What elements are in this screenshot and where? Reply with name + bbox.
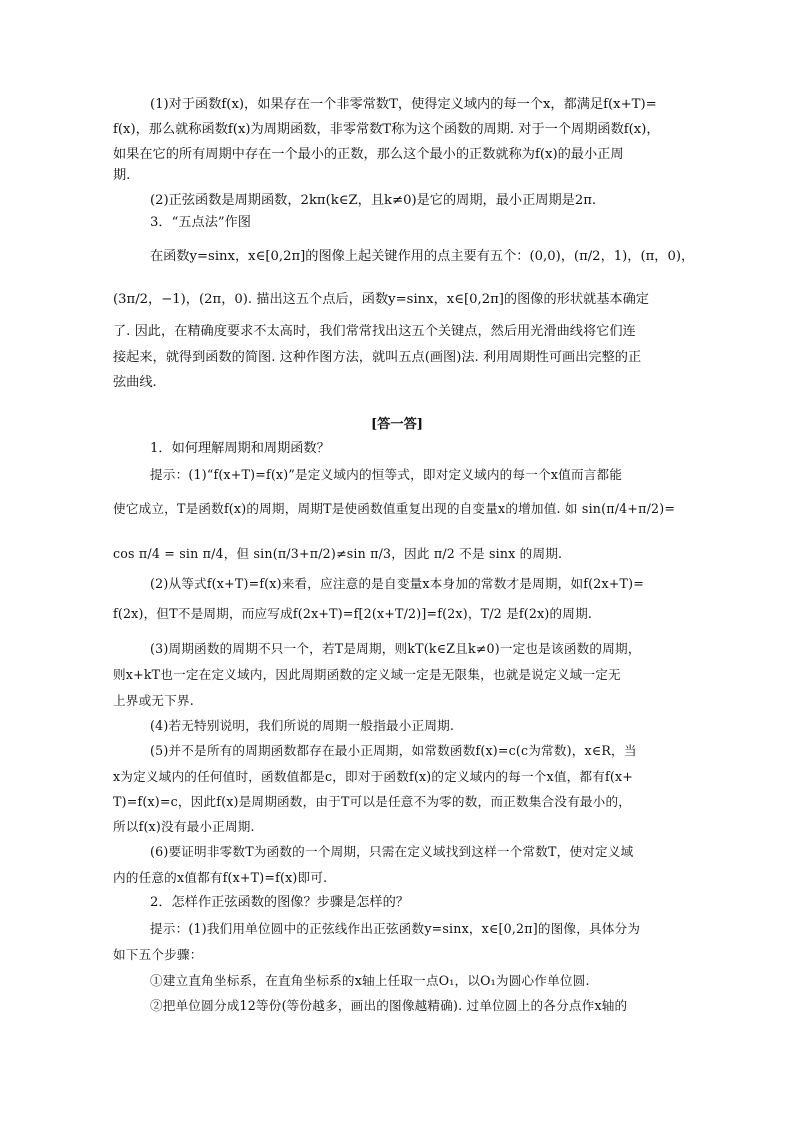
- definitions-line-11: 弦曲线.: [113, 375, 157, 390]
- qa-line-2: 提示：(1)“f(x+T)=f(x)”是定义域内的恒等式，即对定义域内的每一个x值而言都能: [150, 467, 623, 482]
- qa-line-13: T)=f(x)=c，因此f(x)是周期函数，由于T可以是任意不为零的数，而正数集合没有最小的，: [113, 794, 632, 809]
- qa-line-21: ②把单位圆分成12等份(等份越多，画出的图像越精确). 过单位圆上的各分点作x轴的: [150, 998, 628, 1013]
- qa-line-8: 则x+kT也一定在定义域内，因此周期函数的定义域一定是无限集，也就是说定义域一定无: [113, 667, 621, 682]
- qa-line-20: ①建立直角坐标系，在直角坐标系的x轴上任取一点O₁，以O₁为圆心作单位圆.: [150, 973, 590, 988]
- qa-line-17: 2．怎样作正弦函数的图像？步骤是怎样的？: [150, 895, 409, 910]
- qa-line-12: x为定义域内的任何值时，函数值都是c，即对于函数f(x)的定义域内的每一个x值，都有f(x+: [113, 769, 634, 784]
- definitions-line-2: f(x)，那么就称函数f(x)为周期函数，非零常数T称为这个函数的周期. 对于一个周期函数f(x)，: [113, 122, 660, 137]
- definitions-line-10: 接起来，就得到函数的简图. 这种作图方法，就叫五点(画图)法. 利用周期性可画出完整的正: [113, 350, 642, 365]
- qa-line-1: 1．如何理解周期和周期函数？: [150, 441, 330, 456]
- qa-line-7: (3)周期函数的周期不只一个，若T是周期，则kT(k∈Z且k≠0)一定也是该函数的周期，: [150, 641, 641, 656]
- definitions-line-9: 了. 因此，在精确度要求不太高时，我们常常找出这五个关键点，然后用光滑曲线将它们连: [113, 324, 636, 339]
- qa-line-15: (6)要证明非零数T为函数的一个周期，只需在定义域找到这样一个常数T，使对定义域: [150, 844, 634, 859]
- qa-line-19: 如下五个步骤：: [113, 947, 203, 962]
- definitions-line-5: (2)正弦函数是周期函数，2kπ(k∈Z，且k≠0)是它的周期，最小正周期是2π.: [150, 193, 597, 208]
- qa-line-6: f(2x)，但T不是周期，而应写成f(2x+T)=f[2(x+T/2)]=f(2x)，T/2 是f(2x)的周期.: [113, 606, 593, 621]
- definitions-line-1: (1)对于函数f(x)，如果存在一个非零常数T，使得定义域内的每一个x，都满足f(x+T)=: [150, 97, 657, 112]
- qa-line-9: 上界或无下界.: [113, 693, 194, 708]
- qa-line-11: (5)并不是所有的周期函数都存在最小正周期，如常数函数f(x)=c(c为常数)，x∈R，当: [150, 743, 637, 758]
- qa-line-10: (4)若无特别说明，我们所说的周期一般指最小正周期.: [150, 718, 455, 733]
- qa-line-14: 所以f(x)没有最小正周期.: [113, 819, 255, 834]
- qa-heading: [答一答]: [370, 417, 424, 432]
- qa-line-18: 提示：(1)我们用单位圆中的正弦线作出正弦函数y=sinx，x∈[0,2π]的图像，具体分为: [150, 921, 641, 936]
- definitions-line-7: 在函数y=sinx，x∈[0,2π]的图像上起关键作用的点主要有五个：(0,0)，(π/2，1)，(π，0)，: [150, 249, 695, 264]
- qa-line-3: 使它成立，T是函数f(x)的周期，周期T是使函数值重复出现的自变量x的增加值. 如 sin(π/4+π/2)=: [113, 501, 676, 516]
- qa-line-5: (2)从等式f(x+T)=f(x)来看，应注意的是自变量x本身加的常数才是周期，如f(2x+T)=: [150, 576, 644, 591]
- definitions-line-8: (3π/2，−1)，(2π，0). 描出这五个点后，函数y=sinx，x∈[0,2π]的图像的形状就基本确定: [113, 292, 649, 307]
- definitions-line-3: 如果在它的所有周期中存在一个最小的正数，那么这个最小的正数就称为f(x)的最小正周: [113, 147, 624, 162]
- qa-line-16: 内的任意的x值都有f(x+T)=f(x)即可.: [113, 870, 328, 885]
- definitions-line-6: 3．“五点法”作图: [150, 215, 251, 230]
- qa-line-4: cos π/4 = sin π/4，但 sin(π/3+π/2)≠sin π/3，因此 π/2 不是 sinx 的周期.: [113, 546, 563, 561]
- definitions-line-4: 期.: [113, 168, 131, 183]
